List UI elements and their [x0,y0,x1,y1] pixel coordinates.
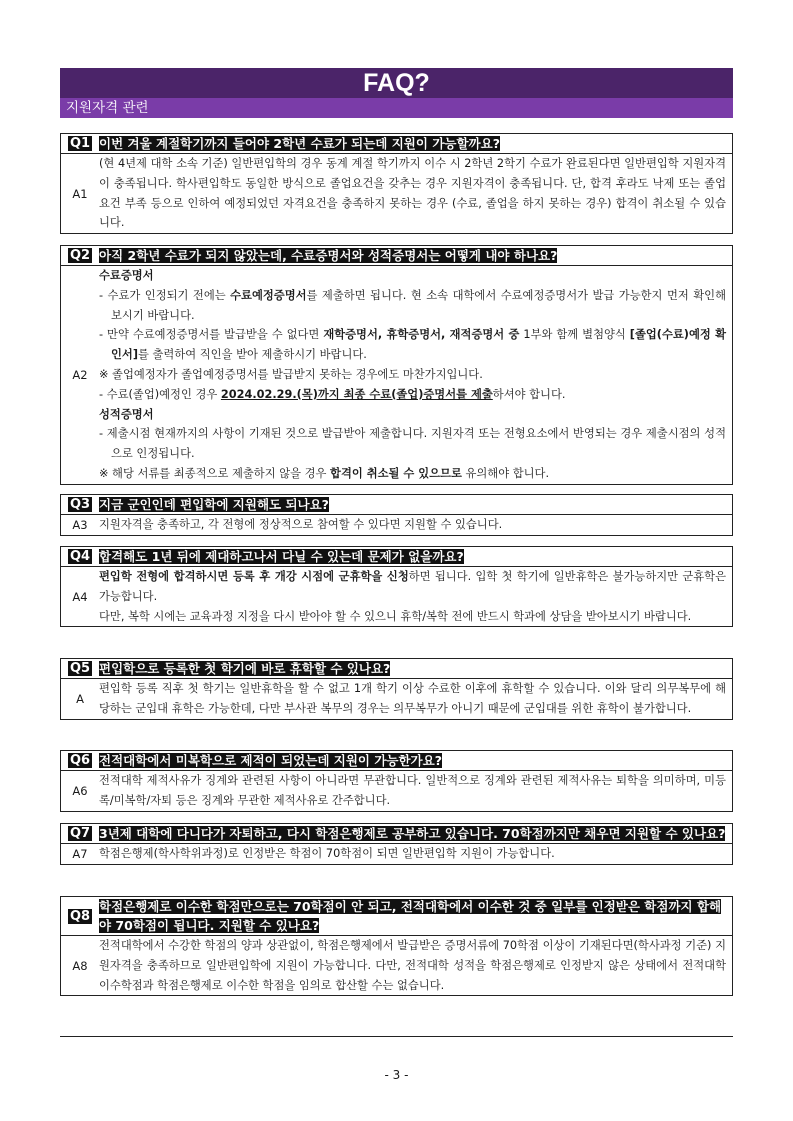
answer-bullet: - 수료(졸업)예정인 경우 2024.02.29.(목)까지 최종 수료(졸업)증명서를 제출하셔야 합니다. [99,387,566,401]
answer-text: 전적대학 제적사유가 징계와 관련된 사항이 아니라면 무관합니다. 일반적으로 징계와 관련된 제적사유는 퇴학을 의미하며, 미등록/미복학/자퇴 등은 징계와 무관한 제적사유로 간주합니다. [99,774,726,807]
faq-item-6 [60,750,733,812]
question-row [61,134,732,154]
question-text: 전적대학에서 미복학으로 제적이 되었는데 지원이 가능한가요? [99,753,442,768]
question-row [61,547,732,567]
answer-label: A2 [72,367,88,382]
answer-row [61,515,732,535]
question-text: 이번 겨울 계절학기까지 들어야 2학년 수료가 되는데 지원이 가능할까요? [99,136,500,151]
question-row [61,824,732,844]
answer-label: A4 [72,589,88,604]
page-title: FAQ? [60,68,733,98]
answer-label: A8 [72,958,88,973]
question-row [61,897,732,936]
faq-item-4 [60,546,733,627]
answer-subheading: 성적증명서 [99,407,154,421]
answer-row [61,844,732,864]
answer-text: 학점은행제(학사학위과정)로 인정받은 학점이 70학점이 되면 일반편입학 지원이 가능합니다. [99,847,555,860]
answer-note: ※ 해당 서류를 최종적으로 제출하지 않을 경우 합격이 취소될 수 있으므로 유의해야 합니다. [99,466,550,480]
answer-text: 편입학 등록 직후 첫 학기는 일반휴학을 할 수 없고 1개 학기 이상 수료한 이후에 휴학할 수 있습니다. 이와 달리 의무복무에 해당하는 군입대 휴학은 가능한데, 다만 부사관 복무의 경우는 의무복무가 아니기 때문에 군입대를 위한 휴학이 불가합니다. [99,682,726,715]
answer-bullet: - 만약 수료예정증명서를 발급받을 수 없다면 재학증명서, 휴학증명서, 재적증명서 중 1부와 함께 별첨양식 [졸업(수료)예정 확인서]를 출력하여 직인을 받아 제출하시기 바랍니다. [99,328,726,362]
question-row [61,751,732,771]
question-label: Q1 [69,136,91,151]
faq-item-3 [60,494,733,536]
deadline-text: 2024.02.29.(목)까지 최종 수료(졸업)증명서를 제출 [220,387,493,401]
answer-label: A6 [72,783,88,798]
answer-bullet: - 수료가 인정되기 전에는 수료예정증명서를 제출하면 됩니다. 현 소속 대학에서 수료예정증명서가 발급 가능한지 먼저 확인해 보시기 바랍니다. [99,288,726,322]
answer-row [61,936,732,995]
answer-bullet: - 제출시점 현재까지의 사항이 기재된 것으로 발급받아 제출합니다. 지원자격 또는 전형요소에서 반영되는 경우 제출시점의 성적으로 인정됩니다. [99,427,726,461]
answer-text: 지원자격을 충족하고, 각 전형에 정상적으로 참여할 수 있다면 지원할 수 있습니다. [99,518,503,531]
question-text: 편입학으로 등록한 첫 학기에 바로 휴학할 수 있나요? [99,661,391,676]
answer-label: A3 [72,517,88,532]
question-label: Q4 [69,549,91,564]
answer-text: 다만, 복학 시에는 교육과정 지정을 다시 받아야 할 수 있으니 휴학/복학 전에 반드시 학과에 상담을 받아보시기 바랍니다. [99,609,692,623]
question-text: 아직 2학년 수료가 되지 않았는데, 수료증명서와 성적증명서는 어떻게 내야 하나요? [99,248,558,263]
answer-text: 편입학 전형에 합격하시면 등록 후 개강 시점에 군휴학을 신청하면 됩니다. 입학 첫 학기에 일반휴학은 불가능하지만 군휴학은 가능합니다. [99,570,726,603]
answer-label: A [76,691,84,706]
question-row [61,246,732,266]
faq-item-8 [60,896,733,996]
question-text: 학점은행제로 이수한 학점만으로는 70학점이 안 되고, 전적대학에서 이수한 것 중 일부를 인정받은 학점까지 합해야 70학점이 됩니다. 지원할 수 있나요? [99,899,722,933]
faq-item-1 [60,133,733,234]
answer-subheading: 수료증명서 [99,269,154,282]
faq-item-5 [60,658,733,720]
question-label: Q8 [69,908,91,924]
question-label: Q3 [69,497,91,512]
answer-row [61,679,732,719]
answer-row [61,567,732,626]
faq-item-2 [60,245,733,485]
question-row [61,495,732,515]
question-label: Q5 [69,661,91,676]
page-number: - 3 - [384,1068,409,1082]
question-label: Q2 [69,248,91,263]
answer-note: ※ 졸업예정자가 졸업예정증명서를 발급받지 못하는 경우에도 마찬가지입니다. [99,367,483,381]
answer-row [61,771,732,811]
section-title: 지원자격 관련 [60,98,733,118]
question-label: Q6 [69,753,91,768]
faq-item-7 [60,823,733,865]
question-row [61,659,732,679]
document-page [60,68,733,1082]
answer-label: A1 [72,186,88,201]
answer-text: 전적대학에서 수강한 학점의 양과 상관없이, 학점은행제에서 발급받은 증명서류에 70학점 이상이 기재된다면(학사과정 기준) 지원자격을 충족하므로 일반편입학에 지원이 가능합니다. 다만, 전적대학 성적을 학점은행제로 인정받지 않은 상태에서 전적대학 이수학점과 학점은행제로 이수한 학점을 임의로 합산할 수는 없습니다. [99,939,726,992]
question-text: 지금 군인인데 편입학에 지원해도 되나요? [99,497,329,512]
answer-text: (현 4년제 대학 소속 기준) 일반편입학의 경우 동계 계절 학기까지 이수 시 2학년 2학기 수료가 완료된다면 일반편입학 지원자격이 충족됩니다. 학사편입학도 동일한 방식으로 졸업요건을 갖추는 경우 지원자격이 충족됩니다. 단, 합격 후라도 낙제 또는 졸업요건 부족 등으로 인하여 예정되었던 자격요건을 충족하지 못하는 경우 (수료, 졸업을 하지 못하는 경우) 합격이 취소될 수 있습니다. [99,157,726,230]
question-text: 합격해도 1년 뒤에 제대하고나서 다닐 수 있는데 문제가 없을까요? [99,549,464,564]
footer-divider [60,1036,733,1037]
answer-label: A7 [72,846,88,861]
question-text: 3년제 대학에 다니다가 자퇴하고, 다시 학점은행제로 공부하고 있습니다. 70학점까지만 채우면 지원할 수 있나요? [99,826,726,841]
answer-row [61,266,732,484]
answer-row [61,154,732,233]
question-label: Q7 [69,826,91,841]
